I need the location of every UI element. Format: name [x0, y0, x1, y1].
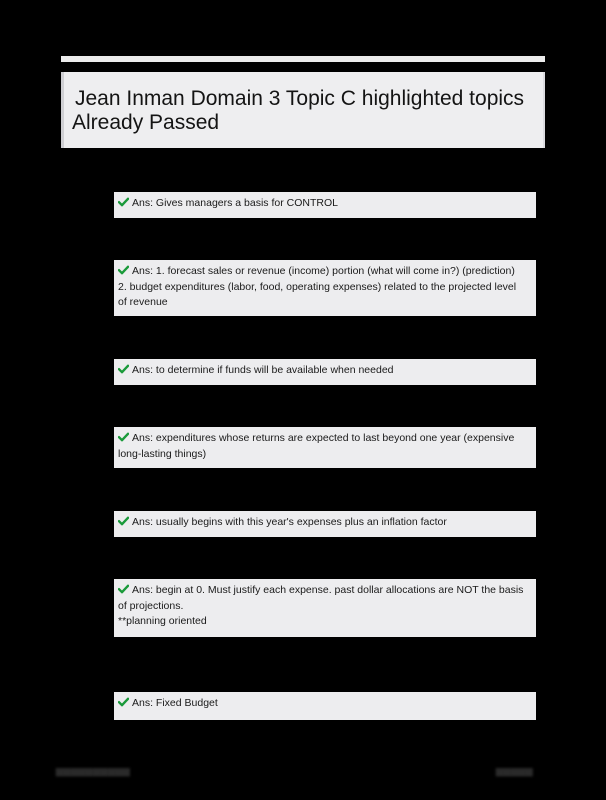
- answer-text: Ans: to determine if funds will be available when needed: [132, 364, 394, 376]
- answer-text-line2: long-lasting things): [118, 447, 207, 460]
- answer-text-line2: 2. budget expenditures (labor, food, operating expenses) related to the projected level: [118, 280, 517, 293]
- header-rule: [61, 56, 545, 62]
- answer-text: Ans: usually begins with this year's expenses plus an inflation factor: [132, 516, 447, 528]
- answer-text-line2: of projections.: [118, 599, 184, 612]
- check-icon: [118, 197, 129, 207]
- answer-text: Ans: Gives managers a basis for CONTROL: [132, 197, 338, 209]
- document-subtitle: Already Passed: [72, 111, 220, 134]
- check-icon: [118, 584, 129, 594]
- answer-text: Ans: expenditures whose returns are expected to last beyond one year (expensive: [132, 432, 515, 444]
- answer-text-line3: **planning oriented: [118, 615, 207, 627]
- answer-text: Ans: begin at 0. Must justify each expense. past dollar allocations are NOT the basis: [132, 584, 524, 596]
- check-icon: [118, 265, 129, 275]
- check-icon: [118, 364, 129, 374]
- document-title-box: [61, 72, 545, 148]
- answer-text: Ans: 1. forecast sales or revenue (income) portion (what will come in?) (prediction): [132, 265, 515, 277]
- answer-box-2: [114, 260, 536, 316]
- check-icon: [118, 697, 129, 707]
- answer-box-4: [114, 427, 536, 468]
- answer-text-line3: of revenue: [118, 296, 168, 308]
- answer-box-6: [114, 579, 536, 637]
- answer-box-1: [114, 192, 536, 218]
- answer-box-7: [114, 692, 536, 720]
- answer-box-5: [114, 511, 536, 537]
- answer-text: Ans: Fixed Budget: [132, 697, 218, 709]
- footer-watermark-right: ▆▆▆▆▆: [496, 766, 534, 776]
- check-icon: [118, 432, 129, 442]
- check-icon: [118, 516, 129, 526]
- document-title: Jean Inman Domain 3 Topic C highlighted topics: [75, 87, 525, 110]
- footer-watermark-left: ▆▆▆▆▆▆▆▆▆▆: [56, 766, 131, 776]
- answer-box-3: [114, 359, 536, 385]
